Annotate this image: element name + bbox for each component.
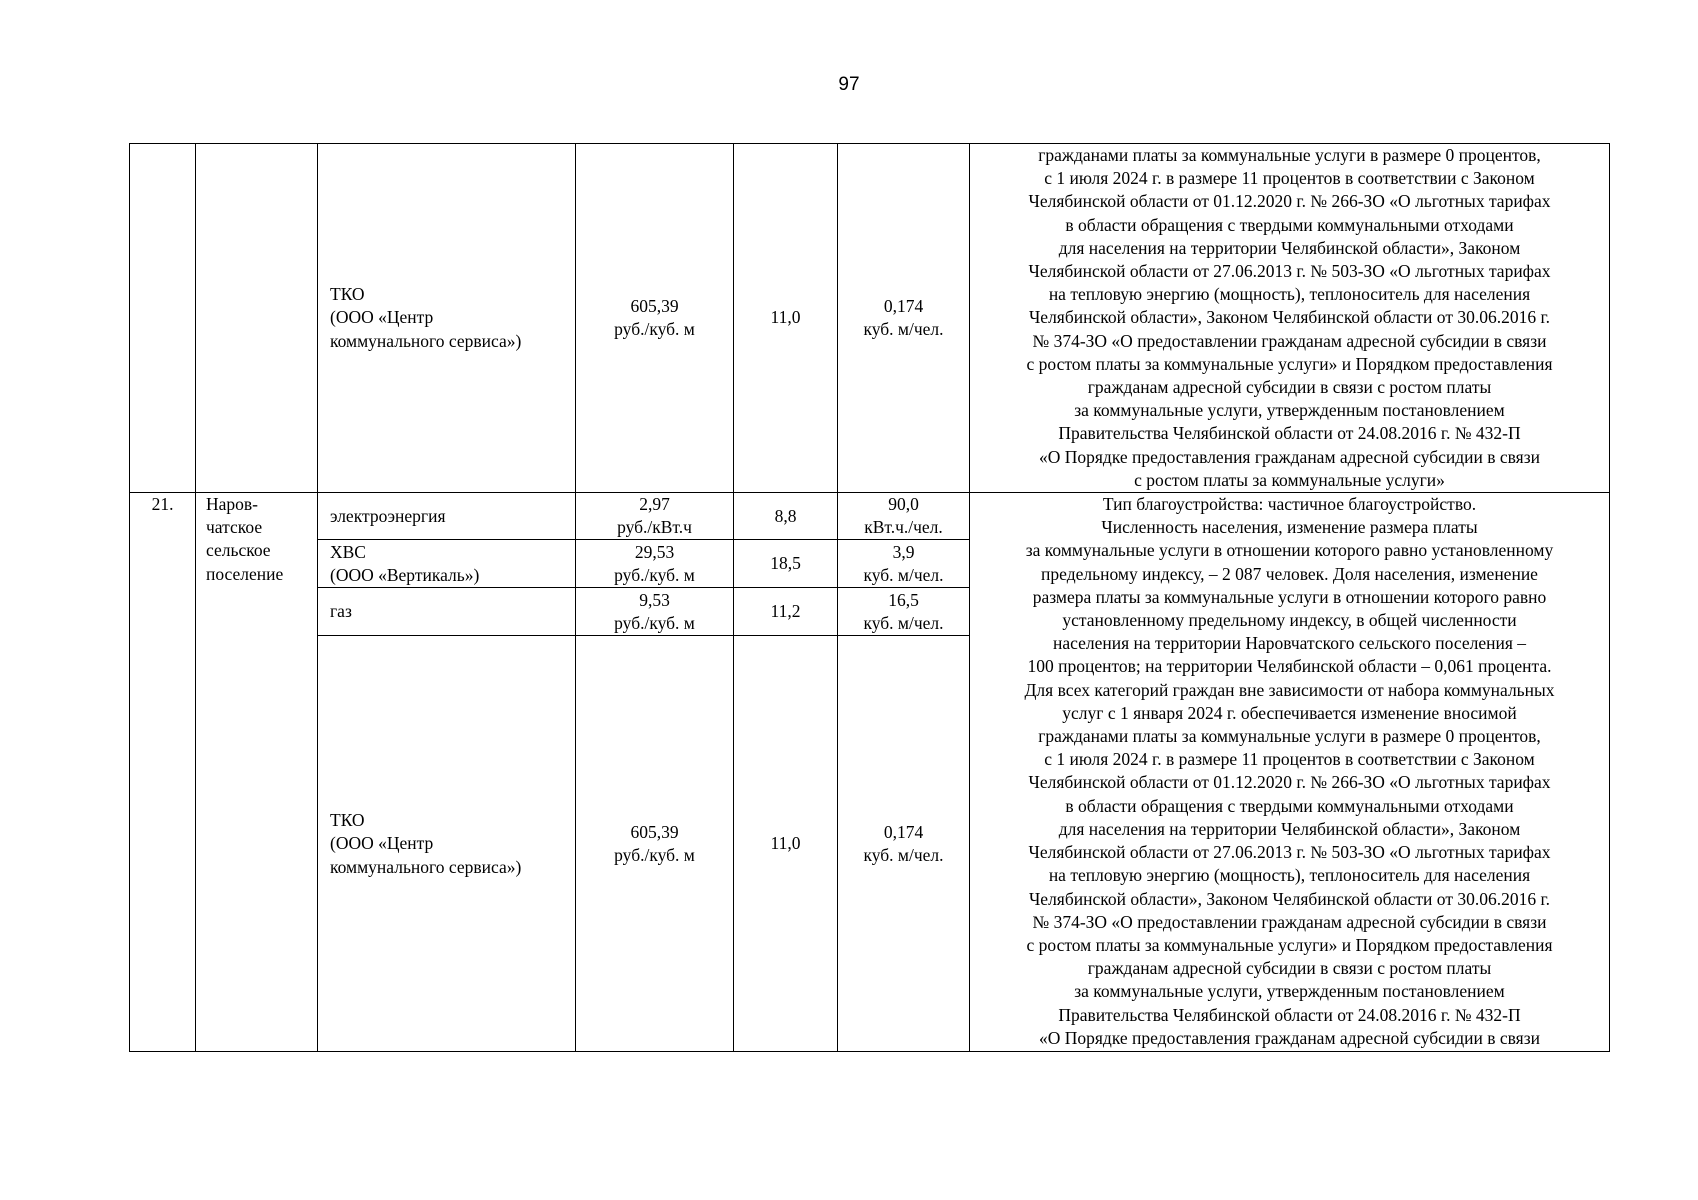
- index-cell: 18,5: [734, 540, 838, 588]
- norm-cell: [838, 636, 970, 1052]
- text-line: на тепловую энергию (мощность), теплоноситель для населения: [1048, 865, 1531, 886]
- tariff-cell: [576, 636, 734, 1052]
- service-name: [330, 283, 571, 353]
- text-line: гражданами платы за коммунальные услуги в размере 0 процентов,: [1038, 145, 1541, 165]
- text-line: с ростом платы за коммунальные услуги»: [1134, 469, 1445, 490]
- norm-value: 16,5: [888, 589, 919, 610]
- tariff-unit: руб./куб. м: [614, 612, 695, 633]
- index-cell: 11,0: [734, 144, 838, 493]
- norm-cell: [838, 144, 970, 493]
- table-row-21: [130, 493, 1610, 540]
- text-line: Челябинской области», Законом Челябинской области от 30.06.2016 г.: [1028, 307, 1551, 328]
- text-line: размера платы за коммунальные услуги в отношении которого равно: [1032, 586, 1547, 607]
- notes-cell: [970, 144, 1610, 493]
- text-line: «О Порядке предоставления гражданам адресной субсидии в связи: [1038, 1027, 1541, 1048]
- norm-value: 90,0: [888, 494, 919, 515]
- tariff-table: [129, 143, 1610, 1052]
- norm-unit: куб. м/чел.: [863, 612, 944, 633]
- tariff-value: 29,53: [634, 541, 675, 562]
- text-line: с ростом платы за коммунальные услуги» и Порядком предоставления: [1026, 934, 1553, 955]
- norm-value: 0,174: [883, 821, 924, 842]
- text-line: Челябинской области от 01.12.2020 г. № 266-ЗО «О льготных тарифах: [1028, 191, 1551, 212]
- tariff-cell: [576, 144, 734, 493]
- text-line: чатское: [206, 517, 263, 538]
- cell-number-empty: [130, 144, 196, 493]
- text-line: для населения на территории Челябинской области», Законом: [1058, 237, 1521, 258]
- service-cell: [318, 144, 576, 493]
- text-line: (ООО «Центр: [330, 833, 434, 854]
- text-line: на тепловую энергию (мощность), теплоноситель для населения: [1048, 284, 1531, 305]
- text-line: за коммунальные услуги, утвержденным постановлением: [1074, 400, 1505, 421]
- service-name: [330, 600, 571, 623]
- service-name: [330, 541, 571, 587]
- text-line: Правительства Челябинской области от 24.08.2016 г. № 432-П: [1058, 423, 1521, 444]
- service-cell: [318, 493, 576, 540]
- settlement-name: [196, 493, 318, 1052]
- text-line: ХВС: [330, 541, 366, 562]
- text-line: поселение: [206, 563, 284, 584]
- text-line: в области обращения с твердыми коммунальными отходами: [1065, 795, 1514, 816]
- tariff-unit: руб./куб. м: [614, 319, 695, 340]
- tariff-cell: [576, 540, 734, 588]
- norm-cell: [838, 540, 970, 588]
- text-line: в области обращения с твердыми коммунальными отходами: [1065, 214, 1514, 235]
- text-line: Тип благоустройства: частичное благоустройство.: [1102, 494, 1477, 515]
- text-line: Челябинской области», Законом Челябинской области от 30.06.2016 г.: [1028, 888, 1551, 909]
- text-line: гражданам адресной субсидии в связи с ростом платы: [1087, 958, 1492, 979]
- notes-text: [972, 144, 1607, 492]
- text-line: газ: [330, 601, 352, 622]
- text-line: сельское: [206, 540, 271, 561]
- text-line: 100 процентов; на территории Челябинской области – 0,061 процента.: [1027, 656, 1552, 677]
- text-line: «О Порядке предоставления гражданам адресной субсидии в связи: [1038, 446, 1541, 467]
- page-number: 97: [838, 74, 860, 95]
- tariff-value: 605,39: [630, 295, 679, 316]
- norm-unit: куб. м/чел.: [863, 844, 944, 865]
- text-line: предельному индексу, – 2 087 человек. Доля населения, изменение: [1041, 563, 1538, 584]
- norm-unit: куб. м/чел.: [863, 319, 944, 340]
- index-cell: 8,8: [734, 493, 838, 540]
- service-cell: [318, 588, 576, 636]
- text-line: с ростом платы за коммунальные услуги» и Порядком предоставления: [1026, 353, 1553, 374]
- text-line: № 374-ЗО «О предоставлении гражданам адресной субсидии в связи: [1032, 911, 1547, 932]
- text-line: ТКО: [330, 810, 365, 831]
- text-line: Челябинской области от 01.12.2020 г. № 266-ЗО «О льготных тарифах: [1028, 772, 1551, 793]
- tariff-value: 605,39: [630, 821, 679, 842]
- service-name: [330, 809, 571, 879]
- text-line: ТКО: [330, 284, 365, 305]
- text-line: № 374-ЗО «О предоставлении гражданам адресной субсидии в связи: [1032, 330, 1547, 351]
- service-cell: [318, 540, 576, 588]
- text-line: с 1 июля 2024 г. в размере 11 процентов в соответствии с Законом: [1044, 749, 1535, 770]
- tariff-cell: [576, 493, 734, 540]
- norm-cell: [838, 493, 970, 540]
- cell-settlement-empty: [196, 144, 318, 493]
- text-line: с 1 июля 2024 г. в размере 11 процентов в соответствии с Законом: [1044, 168, 1535, 189]
- text-line: за коммунальные услуги в отношении которого равно установленному: [1025, 540, 1554, 561]
- notes-cell: [970, 493, 1610, 1052]
- text-line: Наров-: [206, 494, 258, 515]
- index-cell: 11,0: [734, 636, 838, 1052]
- tariff-unit: руб./куб. м: [614, 564, 695, 585]
- text-line: услуг с 1 января 2024 г. обеспечивается изменение вносимой: [1062, 702, 1517, 723]
- tariff-unit: руб./кВт.ч: [617, 517, 692, 538]
- text-line: (ООО «Вертикаль»): [330, 564, 480, 585]
- norm-cell: [838, 588, 970, 636]
- text-line: за коммунальные услуги, утвержденным постановлением: [1074, 981, 1505, 1002]
- tariff-value: 9,53: [639, 589, 670, 610]
- text-line: Для всех категорий граждан вне зависимости от набора коммунальных: [1024, 679, 1555, 700]
- tariff-value: 2,97: [639, 494, 670, 515]
- text-line: Правительства Челябинской области от 24.08.2016 г. № 432-П: [1058, 1004, 1521, 1025]
- text-line: Челябинской области от 27.06.2013 г. № 503-ЗО «О льготных тарифах: [1028, 842, 1551, 863]
- norm-value: 0,174: [883, 295, 924, 316]
- text-line: Челябинской области от 27.06.2013 г. № 503-ЗО «О льготных тарифах: [1028, 261, 1551, 282]
- text-line: коммунального сервиса»): [330, 856, 522, 877]
- table-row-continued: [130, 144, 1610, 493]
- norm-unit: куб. м/чел.: [863, 564, 944, 585]
- text-line: электроэнергия: [330, 505, 446, 526]
- text-line: гражданами платы за коммунальные услуги в размере 0 процентов,: [1038, 726, 1541, 747]
- tariff-unit: руб./куб. м: [614, 844, 695, 865]
- text-line: для населения на территории Челябинской области», Законом: [1058, 818, 1521, 839]
- service-name: [330, 505, 571, 528]
- text-line: населения на территории Наровчатского сельского поселения –: [1053, 633, 1526, 654]
- norm-unit: кВт.ч./чел.: [864, 517, 943, 538]
- text-line: коммунального сервиса»): [330, 330, 522, 351]
- settlement-name-text: [206, 493, 313, 586]
- text-line: (ООО «Центр: [330, 307, 434, 328]
- tariff-cell: [576, 588, 734, 636]
- service-cell: [318, 636, 576, 1052]
- index-cell: 11,2: [734, 588, 838, 636]
- row-number: 21.: [130, 493, 196, 1052]
- notes-text: [972, 493, 1607, 1050]
- norm-value: 3,9: [892, 541, 915, 562]
- text-line: Численность населения, изменение размера платы: [1101, 517, 1478, 538]
- text-line: установленному предельному индексу, в общей численности: [1062, 610, 1517, 631]
- text-line: гражданам адресной субсидии в связи с ростом платы: [1087, 377, 1492, 398]
